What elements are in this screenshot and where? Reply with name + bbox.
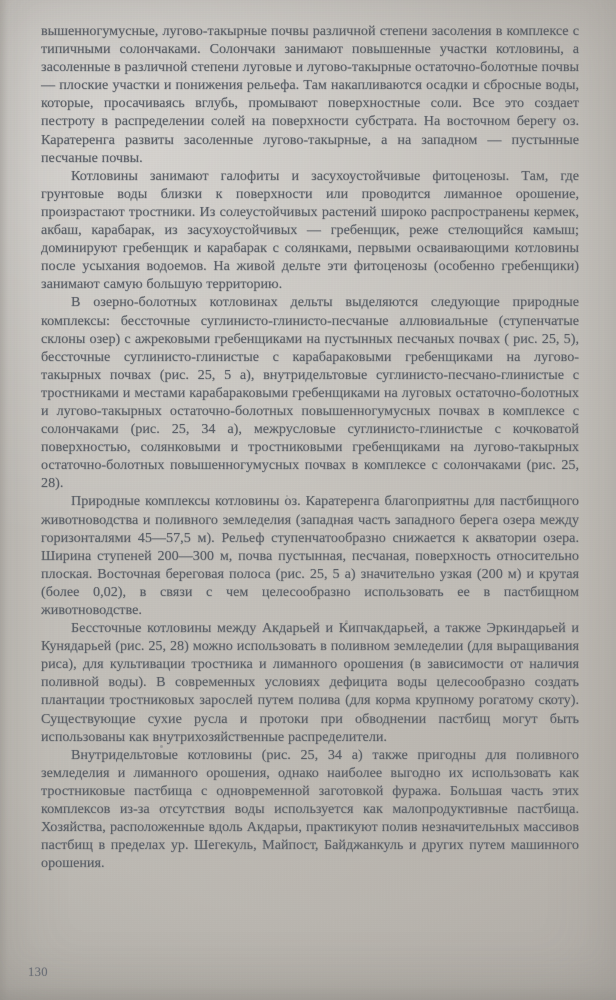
paragraph-3: В озерно-болотных котловинах дельты выделяются следующие природные комплексы: бессточные суглинисто-глинисто-песчаные аллювиальные (ступенчатые склоны озер) с ажрековыми гребенщиками на пустынных песчаных почвах ( рис. 25, 5), бессточные суглинисто-глинистые с карабараковыми гребенщиками на лугово-такырных почвах (рис. 25, 5 а), внутридельтовые суглинисто-песчано-глинистые с тростниками и местами карабараковыми гребенщиками на луговых остаточно-болотных и лугово-такырных остаточно-болотных повышенногумусных почвах в комплексе с солончаками (рис. 25, 34 а), межрусловые суглинисто-глинистые с кочковатой поверхностью, солянковыми и тростниковыми гребенщиками на лугово-такырных остаточно-болотных повышенногумусных почвах в комплексе с солончаками (рис. 25, 28). — [41, 294, 579, 492]
paragraph-5: Бессточные котловины между Акдарьей и Кипчакдарьей, а также Эркиндарьей и Кунядарьей (рис. 25, 28) можно использовать в поливном земледелии (для выращивания риса), для культивации тростника и лиманного орошения (в зависимости от наличия поливной воды). В современных условиях дефицита воды целесообразно создать плантации тростниковых зарослей путем полива (для корма крупному рогатому скоту). Существующие сухие русла и протоки при обводнении пастбищ могут быть использованы как внутрихозяйственные распределители. — [41, 620, 579, 745]
paragraph-6: Внутридельтовые котловины (рис. 25, 34 а) также пригодны для поливного земледелия и лиманного орошения, однако наиболее выгодно их использовать как тростниковые пастбища с одновременной заготовкой фуража. Большая часть этих комплексов из-за отсутствия воды используется как малопродуктивные пастбища. Хозяйства, расположенные вдоль Акдарьи, практикуют полив незначительных массивов пастбищ в пределах ур. Шегекуль, Майпост, Байджанкуль и других путем машинного орошения. — [41, 746, 579, 872]
paragraph-1: вышенногумусные, лугово-такырные почвы различной степени засоления в комплексе с типичными солончаками. Солончаки занимают повышенные участки котловины, а засоленные в различной степени луговые и лугово-такырные остаточно-болотные почвы — плоские участки и понижения рельефа. Там накапливаются осадки и сбросные воды, которые, просачиваясь вглубь, промывают поверхностные соли. Все это создает пестроту в распределении солей на поверхности субстрата. На восточном берегу оз. Каратеренга развиты засоленные лугово-такырные, а на западном — пустынные песчаные почвы. — [41, 23, 579, 166]
page-number: 130 — [28, 965, 48, 979]
page-edge-shadow-left — [0, 0, 8, 1000]
paragraph-4: Природные комплексы котловины оз. Каратеренга благоприятны для пастбищного животноводства и поливного земледелия (западная часть западного берега озера между горизонталями 45—57,5 м). Рельеф ступенчатообразно снижается к акватории озера. Ширина ступеней 200—300 м, почва пустынная, песчаная, поверхность относительно плоская. Восточная береговая полоса (рис. 25, 5 а) значительно узкая (200 м) и крутая (более 0,02), в связи с чем целесообразно использовать ее в пастбищном животноводстве. — [41, 493, 579, 618]
page-edge-shadow-bottom — [0, 986, 616, 1000]
body-text-column — [41, 22, 579, 872]
paragraph-2: Котловины занимают галофиты и засухоустойчивые фитоценозы. Там, где грунтовые воды близки к поверхности или проводится лиманное орошение, произрастают тростники. Из солеустойчивых растений широко распространены кермек, акбаш, карабарак, из засухоустойчивых — гребенщик, реже стелющийся камыш; доминируют гребенщик и карабарак с солянками, первыми осваивающими котловины после усыхания водоемов. На живой дельте эти фитоценозы (особенно гребенщики) занимают самую большую территорию. — [41, 167, 579, 293]
